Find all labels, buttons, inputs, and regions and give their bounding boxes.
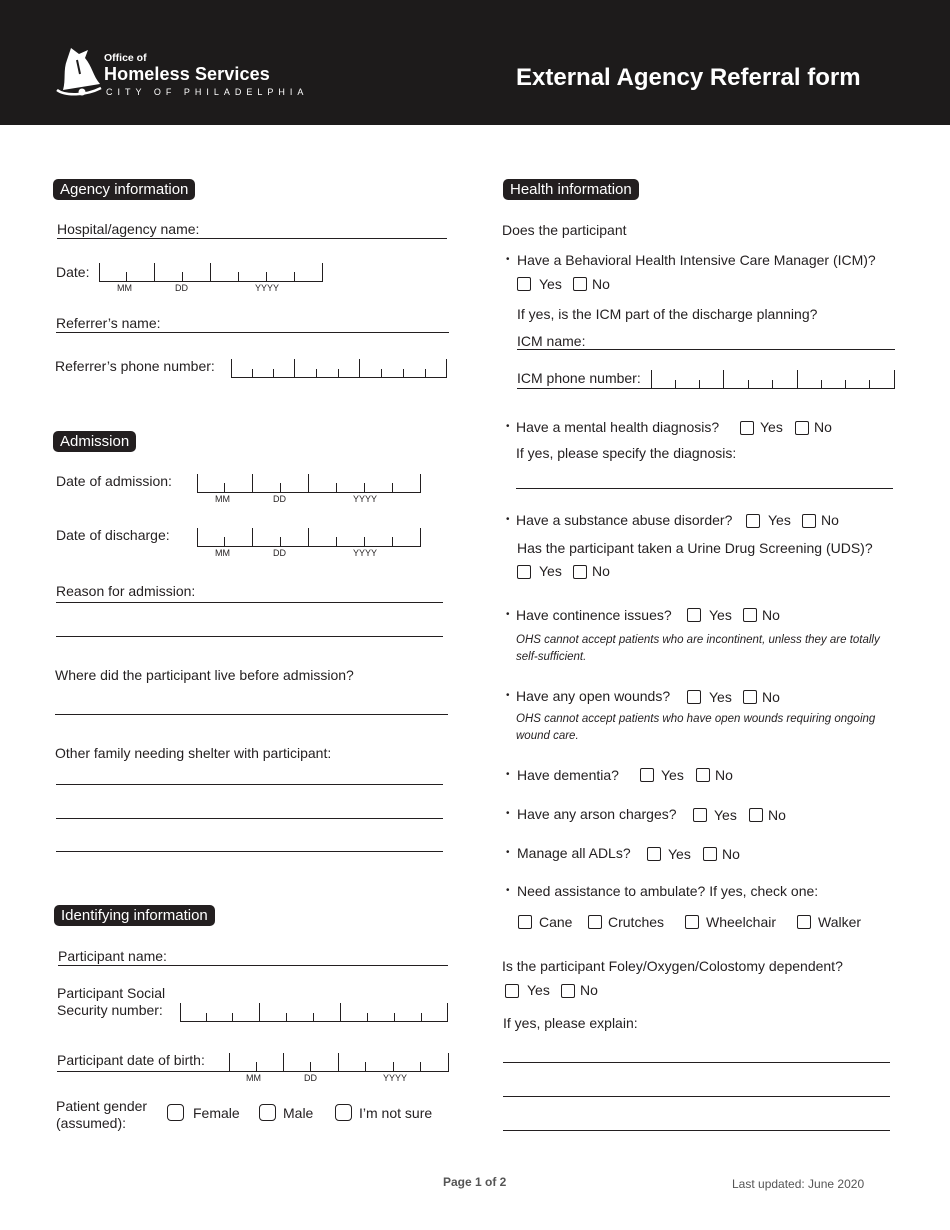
explain-label: If yes, please explain: (503, 1015, 638, 1031)
ambulate-crutches-label: Crutches (608, 914, 665, 930)
uds-yes-checkbox[interactable] (517, 565, 531, 579)
icm-yes-checkbox[interactable] (517, 277, 531, 291)
other-family-field-1[interactable] (56, 784, 443, 785)
dob-yyyy-label: YYYY (383, 1073, 408, 1083)
adl-question: Manage all ADLs? (517, 845, 631, 861)
logo-city-of-philadelphia: CITY OF PHILADELPHIA (106, 87, 309, 97)
participant-name-field[interactable] (58, 965, 448, 966)
ambulate-question: Need assistance to ambulate? If yes, check one: (517, 883, 819, 899)
substance-yes-checkbox[interactable] (746, 514, 760, 528)
ambulate-walker-label: Walker (818, 914, 862, 930)
section-agency-information: Agency information (53, 179, 195, 200)
ambulate-wheelchair-label: Wheelchair (706, 914, 777, 930)
dementia-question: Have dementia? (517, 767, 619, 783)
wounds-note: OHS cannot accept patients who have open wounds requiring ongoing wound care. (516, 713, 876, 742)
admission-mm-label: MM (215, 494, 230, 504)
uds-yes-label: Yes (539, 563, 562, 579)
reason-for-admission-field[interactable] (56, 602, 443, 603)
gender-male-checkbox[interactable] (259, 1104, 276, 1121)
wounds-no-checkbox[interactable] (743, 690, 757, 704)
last-updated: Last updated: June 2020 (732, 1177, 865, 1191)
gender-female-label: Female (193, 1105, 240, 1121)
icm-planning-question: If yes, is the ICM part of the discharge planning? (517, 306, 818, 322)
dementia-no-label: No (715, 767, 733, 783)
wounds-yes-checkbox[interactable] (687, 690, 701, 704)
continence-yes-label: Yes (709, 607, 732, 623)
adl-yes-checkbox[interactable] (647, 847, 661, 861)
section-identifying-information: Identifying information (54, 905, 215, 926)
referrer-phone-field[interactable] (231, 360, 447, 378)
dementia-yes-checkbox[interactable] (640, 768, 654, 782)
foley-question: Is the participant Foley/Oxygen/Colostomy dependent? (502, 958, 843, 974)
adl-yes-label: Yes (668, 846, 691, 862)
icm-question: Have a Behavioral Health Intensive Care Manager (ICM)? (517, 252, 876, 268)
liberty-bell-logo-icon (55, 46, 105, 98)
other-family-field-2[interactable] (56, 818, 443, 819)
continence-yes-checkbox[interactable] (687, 608, 701, 622)
dob-field[interactable] (229, 1054, 449, 1072)
gender-not-sure-checkbox[interactable] (335, 1104, 352, 1121)
substance-yes-label: Yes (768, 512, 791, 528)
admission-dd-label: DD (273, 494, 286, 504)
gender-label-line1: Patient gender (56, 1098, 148, 1114)
date-dd-label: DD (175, 283, 188, 293)
wounds-question: Have any open wounds? (516, 688, 671, 704)
where-lived-field[interactable] (55, 714, 448, 715)
gender-male-label: Male (283, 1105, 314, 1121)
substance-no-checkbox[interactable] (802, 514, 816, 528)
date-of-discharge-field[interactable] (197, 529, 421, 547)
date-yyyy-label: YYYY (255, 283, 280, 293)
hospital-agency-name-label: Hospital/agency name: (57, 221, 200, 237)
bullet: • (506, 769, 510, 780)
wounds-no-label: No (762, 689, 780, 705)
hospital-agency-name-field[interactable] (57, 238, 447, 239)
bullet: • (506, 609, 510, 620)
icm-phone-lead-line (517, 388, 651, 389)
gender-female-checkbox[interactable] (167, 1104, 184, 1121)
section-admission: Admission (53, 431, 136, 452)
date-of-admission-field[interactable] (197, 475, 421, 493)
date-of-admission-label: Date of admission: (56, 473, 172, 489)
section-health-information: Health information (503, 179, 639, 200)
date-label: Date: (56, 264, 90, 280)
does-the-participant-label: Does the participant (502, 222, 627, 238)
continence-no-checkbox[interactable] (743, 608, 757, 622)
participant-name-label: Participant name: (58, 948, 167, 964)
bullet: • (506, 690, 510, 701)
discharge-yyyy-label: YYYY (353, 548, 378, 558)
page-number: Page 1 of 2 (443, 1175, 507, 1189)
mental-health-question: Have a mental health diagnosis? (516, 419, 720, 435)
bullet: • (506, 808, 510, 819)
uds-no-checkbox[interactable] (573, 565, 587, 579)
bullet: • (506, 254, 510, 265)
reason-for-admission-field-2[interactable] (56, 636, 443, 637)
mental-specify-field[interactable] (516, 488, 893, 489)
discharge-mm-label: MM (215, 548, 230, 558)
explain-field-2[interactable] (503, 1096, 890, 1097)
dob-mm-label: MM (246, 1073, 261, 1083)
explain-field-1[interactable] (503, 1062, 890, 1063)
other-family-label: Other family needing shelter with participant: (55, 745, 332, 761)
bullet: • (506, 847, 510, 858)
icm-no-label: No (592, 276, 610, 292)
arson-no-label: No (768, 807, 786, 823)
referrer-phone-label: Referrer’s phone number: (55, 358, 215, 374)
other-family-field-3[interactable] (56, 851, 443, 852)
uds-no-label: No (592, 563, 610, 579)
icm-yes-label: Yes (539, 276, 562, 292)
bullet: • (506, 514, 510, 525)
gender-not-sure-label: I’m not sure (359, 1105, 433, 1121)
logo-homeless-services: Homeless Services (104, 64, 270, 84)
logo-office-of: Office of (104, 52, 147, 64)
admission-yyyy-label: YYYY (353, 494, 378, 504)
form-title: External Agency Referral form (516, 64, 861, 91)
icm-name-field[interactable] (517, 349, 895, 350)
arson-no-checkbox[interactable] (749, 808, 763, 822)
reason-for-admission-label: Reason for admission: (56, 583, 196, 599)
foley-no-label: No (580, 982, 598, 998)
ssn-field[interactable] (180, 1004, 448, 1022)
ambulate-cane-checkbox[interactable] (518, 915, 532, 929)
foley-no-checkbox[interactable] (561, 984, 575, 998)
date-mm-label: MM (117, 283, 132, 293)
explain-field-3[interactable] (503, 1130, 890, 1131)
adl-no-label: No (722, 846, 740, 862)
continence-no-label: No (762, 607, 780, 623)
ssn-label-line2: Security number: (57, 1002, 163, 1018)
icm-phone-label: ICM phone number: (517, 370, 641, 386)
ssn-label-line1: Participant Social (57, 985, 166, 1001)
icm-phone-field[interactable] (651, 371, 895, 389)
arson-yes-label: Yes (714, 807, 737, 823)
arson-question: Have any arson charges? (517, 806, 677, 822)
ambulate-wheelchair-checkbox[interactable] (685, 915, 699, 929)
referrer-name-label: Referrer’s name: (56, 315, 161, 331)
substance-question: Have a substance abuse disorder? (516, 512, 733, 528)
uds-question: Has the participant taken a Urine Drug Screening (UDS)? (517, 540, 873, 556)
foley-yes-label: Yes (527, 982, 550, 998)
dob-label: Participant date of birth: (57, 1052, 205, 1068)
icm-name-label: ICM name: (517, 333, 586, 349)
ambulate-walker-checkbox[interactable] (797, 915, 811, 929)
ambulate-crutches-checkbox[interactable] (588, 915, 602, 929)
mental-yes-checkbox[interactable] (740, 421, 754, 435)
referrer-name-field[interactable] (56, 332, 449, 333)
where-lived-label: Where did the participant live before admission? (55, 667, 354, 683)
dementia-yes-label: Yes (661, 767, 684, 783)
discharge-dd-label: DD (273, 548, 286, 558)
foley-yes-checkbox[interactable] (505, 984, 519, 998)
mental-no-checkbox[interactable] (795, 421, 809, 435)
mental-specify-label: If yes, please specify the diagnosis: (516, 445, 737, 461)
icm-no-checkbox[interactable] (573, 277, 587, 291)
gender-label-line2: (assumed): (56, 1115, 127, 1131)
mental-yes-label: Yes (760, 419, 783, 435)
bullet: • (506, 421, 510, 432)
dementia-no-checkbox[interactable] (696, 768, 710, 782)
substance-no-label: No (821, 512, 839, 528)
adl-no-checkbox[interactable] (703, 847, 717, 861)
mental-no-label: No (814, 419, 832, 435)
arson-yes-checkbox[interactable] (693, 808, 707, 822)
ambulate-cane-label: Cane (539, 914, 573, 930)
continence-note: OHS cannot accept patients who are incontinent, unless they are totally self-sufficient. (516, 634, 880, 663)
date-field[interactable] (99, 264, 323, 282)
dob-lead-line (57, 1071, 229, 1072)
date-of-discharge-label: Date of discharge: (56, 527, 170, 543)
continence-question: Have continence issues? (516, 607, 672, 623)
dob-dd-label: DD (304, 1073, 317, 1083)
wounds-yes-label: Yes (709, 689, 732, 705)
bullet: • (506, 885, 510, 896)
